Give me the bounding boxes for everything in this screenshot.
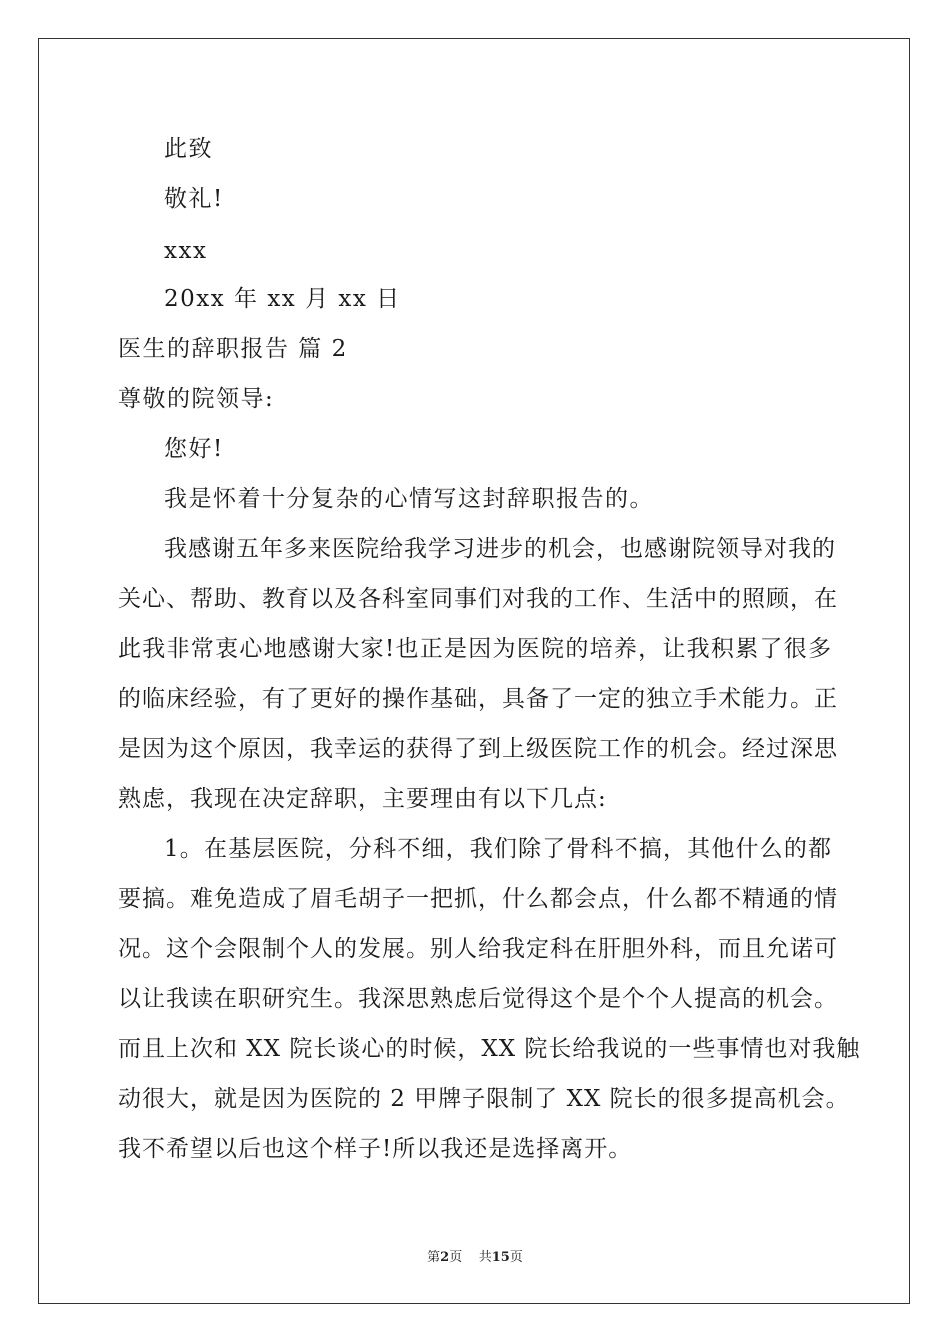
paragraph-line: 动很大，就是因为医院的 2 甲牌子限制了 XX 院长的很多提高机会。 [118, 1086, 850, 1112]
signature: xxx [164, 238, 208, 264]
footer-page-prefix: 第 [427, 1250, 441, 1265]
closing-salutation: 此致 [164, 136, 213, 162]
paragraph-line: 此我非常衷心地感谢大家!也正是因为医院的培养，让我积累了很多 [118, 636, 832, 662]
paragraph-line: 熟虑，我现在决定辞职，主要理由有以下几点: [118, 786, 607, 812]
footer-page-current: 2 [440, 1250, 450, 1265]
paragraph-line: 要搞。难免造成了眉毛胡子一把抓，什么都会点，什么都不精通的情 [118, 886, 838, 912]
letter-date: 20xx 年 xx 月 xx 日 [164, 286, 401, 312]
paragraph-line: 我感谢五年多来医院给我学习进步的机会，也感谢院领导对我的 [164, 536, 836, 562]
paragraph-line: 的临床经验，有了更好的操作基础，具备了一定的独立手术能力。正 [118, 686, 838, 712]
paragraph-line: 我不希望以后也这个样子!所以我还是选择离开。 [118, 1136, 633, 1162]
footer-page-suffix: 页 [509, 1250, 523, 1265]
opening-sentence: 我是怀着十分复杂的心情写这封辞职报告的。 [164, 486, 654, 512]
addressee: 尊敬的院领导: [118, 386, 275, 412]
page-footer [0, 1246, 950, 1265]
footer-page-total: 15 [491, 1250, 510, 1265]
footer-page-mid: 页 共 [449, 1250, 492, 1265]
paragraph-line: 以让我读在职研究生。我深思熟虑后觉得这个是个个人提高的机会。 [118, 986, 838, 1012]
page-border [38, 38, 910, 1304]
paragraph-line: 关心、帮助、教育以及各科室同事们对我的工作、生活中的照顾，在 [118, 586, 838, 612]
paragraph-line: 而且上次和 XX 院长谈心的时候，XX 院长给我说的一些事情也对我触 [118, 1036, 861, 1062]
section-heading: 医生的辞职报告 篇 2 [118, 336, 348, 362]
closing-regards: 敬礼! [164, 186, 224, 212]
paragraph-line: 是因为这个原因，我幸运的获得了到上级医院工作的机会。经过深思 [118, 736, 838, 762]
greeting: 您好! [164, 436, 224, 462]
paragraph-line: 1。在基层医院，分科不细，我们除了骨科不搞，其他什么的都 [164, 836, 832, 862]
paragraph-line: 况。这个会限制个人的发展。别人给我定科在肝胆外科，而且允诺可 [118, 936, 838, 962]
